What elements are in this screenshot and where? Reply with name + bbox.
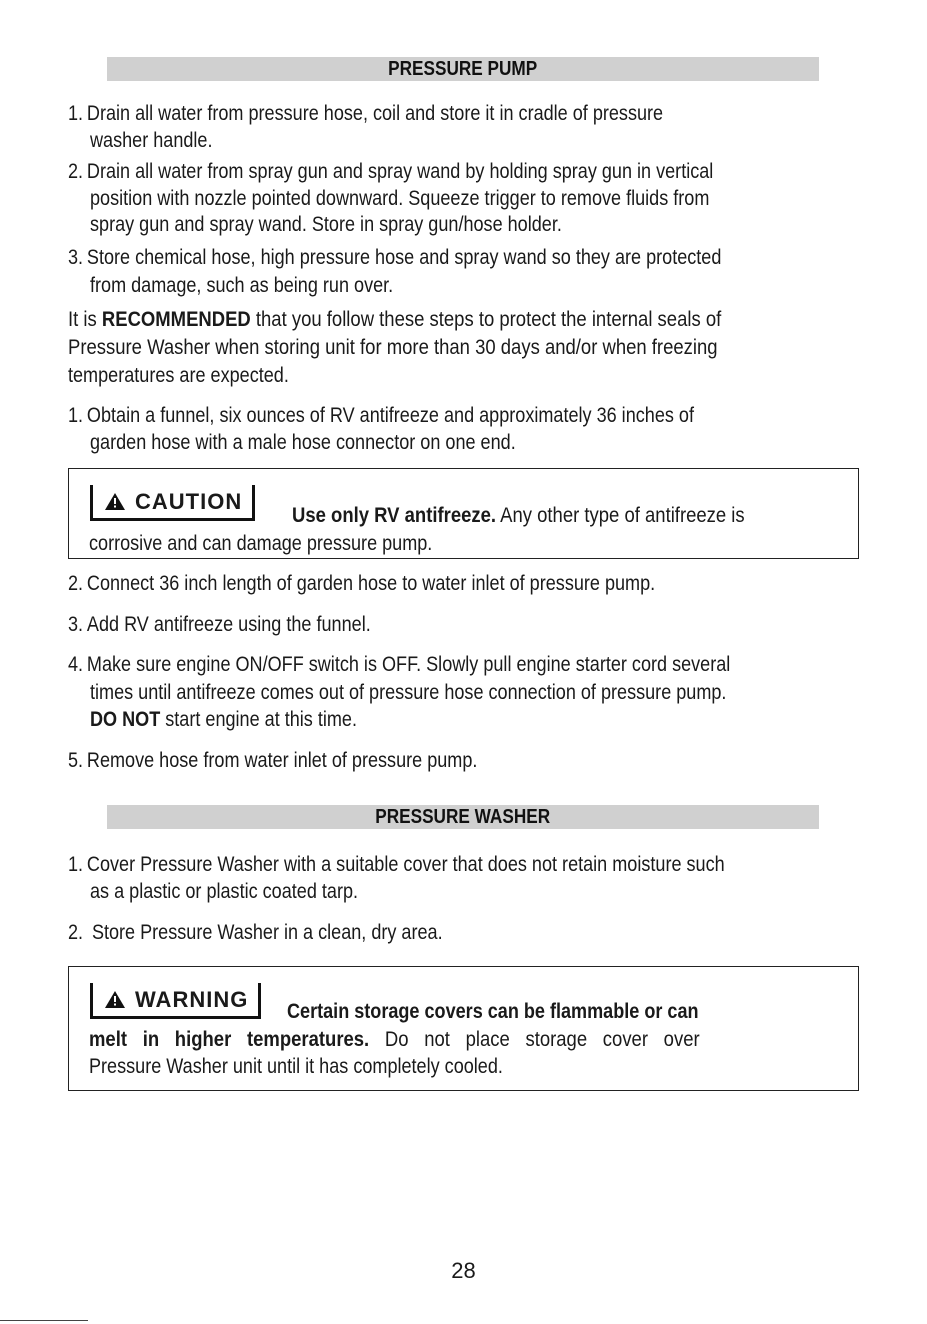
warning-badge [90,983,261,1019]
list-item-continuation: as a plastic or plastic coated tarp. [90,880,359,903]
footer-rule [0,1320,88,1321]
list-item-continuation: from damage, such as being run over. [90,274,394,297]
list-item: 1. Obtain a funnel, six ounces of RV antifreeze and approximately 36 inches of [68,404,694,427]
caution-badge [90,485,255,521]
list-item-continuation: times until antifreeze comes out of pressure hose connection of pressure pump. [90,681,727,704]
section-title: PRESSURE PUMP [388,57,538,80]
recommend-paragraph-line1: It is RECOMMENDED that you follow these steps to protect the internal seals of [68,308,722,331]
list-item: 2. Store Pressure Washer in a clean, dry area. [68,921,443,944]
list-item-continuation: garden hose with a male hose connector on one end. [90,431,516,454]
warning-text-line1: Certain storage covers can be flammable or can [287,1000,699,1023]
list-item: 2. Connect 36 inch length of garden hose to water inlet of pressure pump. [68,572,656,595]
caution-label: CAUTION [135,488,243,514]
warning-triangle-icon [105,991,125,1008]
list-item: 1. Drain all water from pressure hose, coil and store it in cradle of pressure [68,102,664,125]
warning-label: WARNING [135,986,249,1012]
caution-text-line1: Use only RV antifreeze. Any other type of antifreeze is [292,504,745,527]
recommend-paragraph-line2: Pressure Washer when storing unit for more than 30 days and/or when freezing [68,336,718,359]
list-item: 5. Remove hose from water inlet of pressure pump. [68,749,478,772]
list-item: 4. Make sure engine ON/OFF switch is OFF. Slowly pull engine starter cord several [68,653,731,676]
list-item: 3. Add RV antifreeze using the funnel. [68,613,371,636]
caution-text-line2: corrosive and can damage pressure pump. [89,532,433,555]
recommend-paragraph-line3: temperatures are expected. [68,364,289,387]
list-item-continuation: position with nozzle pointed downward. Squeeze trigger to remove fluids from [90,187,710,210]
list-item-continuation: spray gun and spray wand. Store in spray gun/hose holder. [90,213,562,236]
warning-text-line2: melt in higher temperatures. Do not place storage cover over [89,1028,700,1051]
list-item-continuation: DO NOT start engine at this time. [90,708,357,731]
warning-text-line3: Pressure Washer unit until it has completely cooled. [89,1055,503,1078]
list-item: 3. Store chemical hose, high pressure hose and spray wand so they are protected [68,246,722,269]
list-item: 1. Cover Pressure Washer with a suitable cover that does not retain moisture such [68,853,725,876]
section-header-pressure-pump [107,57,819,81]
page-number: 28 [451,1258,476,1283]
list-item: 2. Drain all water from spray gun and spray wand by holding spray gun in vertical [68,160,714,183]
list-item-continuation: washer handle. [90,129,213,152]
section-title: PRESSURE WASHER [375,805,551,828]
section-header-pressure-washer [107,805,819,829]
warning-triangle-icon [105,493,125,510]
